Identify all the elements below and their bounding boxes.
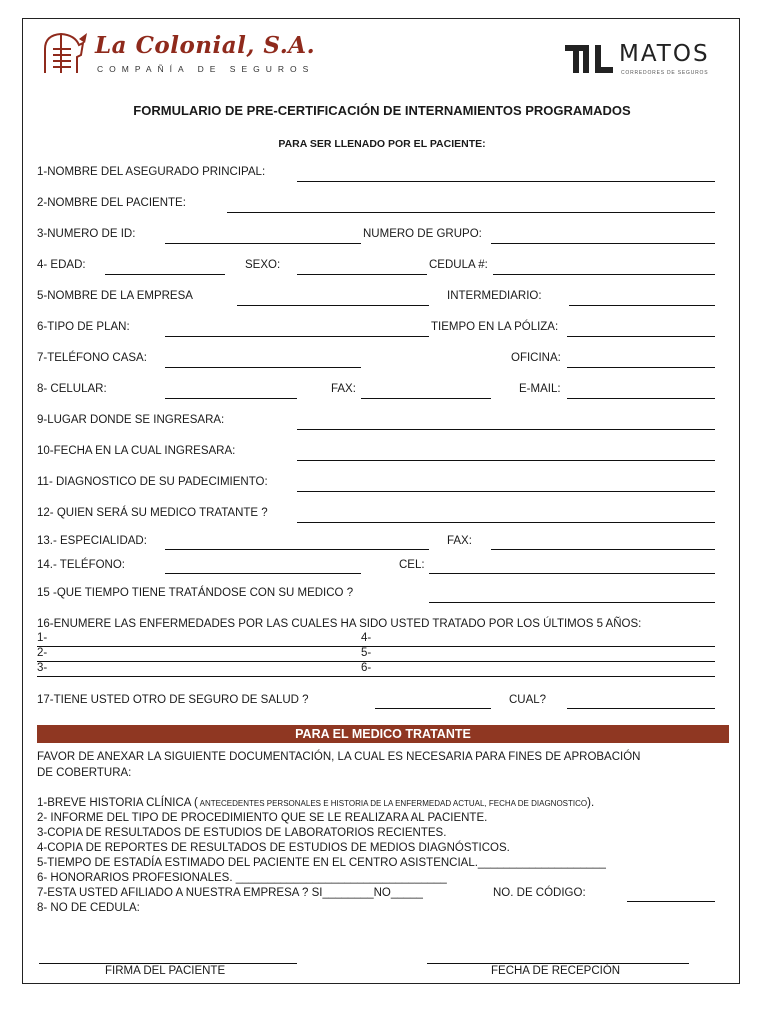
field-label: TIEMPO EN LA PÓLIZA: xyxy=(431,321,559,333)
doc-item-2: 2- INFORME DEL TIPO DE PROCEDIMIENTO QUE SE LE REALIZARA AL PACIENTE. xyxy=(37,812,488,824)
field-label: 5-NOMBRE DE LA EMPRESA xyxy=(37,290,193,302)
field-label: 16-ENUMERE LAS ENFERMEDADES POR LAS CUALES HA SIDO USTED TRATADO POR LOS ÚLTIMOS 5 AÑOS: xyxy=(37,618,642,630)
field-label: 14.- TELÉFONO: xyxy=(37,559,125,571)
doc-item-6: 6- HONORARIOS PROFESIONALES. _________________________________ xyxy=(37,872,447,884)
other-insurance-line[interactable] xyxy=(375,708,491,709)
field-label: 8- CELULAR: xyxy=(37,383,107,395)
cellphone-line[interactable] xyxy=(165,398,297,399)
diagnosis-line[interactable] xyxy=(297,491,715,492)
email-line[interactable] xyxy=(567,398,715,399)
field-label: NUMERO DE GRUPO: xyxy=(363,228,482,240)
field-label: 1-NOMBRE DEL ASEGURADO PRINCIPAL: xyxy=(37,166,266,178)
field-label: E-MAIL: xyxy=(519,383,561,395)
field-label: CEL: xyxy=(399,559,425,571)
doctor-fax-line[interactable] xyxy=(491,549,715,550)
field-label: 3-NUMERO DE ID: xyxy=(37,228,136,240)
doc-item-1-text: 1-BREVE HISTORIA CLÍNICA ( xyxy=(37,797,198,809)
company-name-line[interactable] xyxy=(237,305,429,306)
disease-item-label: 1- xyxy=(37,632,48,644)
treating-doctor-line[interactable] xyxy=(297,522,715,523)
doc-item-7-code-label: NO. DE CÓDIGO: xyxy=(493,887,586,899)
disease-line-2[interactable] xyxy=(37,661,715,662)
doc-item-7: 7-ESTA USTED AFILIADO A NUESTRA EMPRESA ? SI________NO_____ xyxy=(37,887,423,899)
field-label: FAX: xyxy=(447,535,472,547)
doc-item-3: 3-COPIA DE RESULTADOS DE ESTUDIOS DE LABORATORIOS RECIENTES. xyxy=(37,827,447,839)
age-line[interactable] xyxy=(105,274,225,275)
field-label: CUAL? xyxy=(509,694,547,706)
matos-subtitle: CORREDORES DE SEGUROS xyxy=(621,70,709,76)
doc-item-1-detail: ANTECEDENTES PERSONALES E HISTORIA DE LA ENFERMEDAD ACTUAL, FECHA DE DIAGNOSTICO xyxy=(197,799,588,808)
doctor-intro-text: FAVOR DE ANEXAR LA SIGUIENTE DOCUMENTACIÓN, LA CUAL ES NECESARIA PARA FINES DE APROBACIÓN xyxy=(37,751,641,763)
reception-date-label: FECHA DE RECEPCIÓN xyxy=(491,965,621,977)
code-number-line[interactable] xyxy=(627,901,715,902)
field-label: 13.- ESPECIALIDAD: xyxy=(37,535,147,547)
field-label: 4- EDAD: xyxy=(37,259,86,271)
disease-item-label: 5- xyxy=(361,647,372,659)
disease-item-label: 4- xyxy=(361,632,372,644)
field-label: 6-TIPO DE PLAN: xyxy=(37,321,130,333)
admission-date-line[interactable] xyxy=(297,460,715,461)
disease-line-1[interactable] xyxy=(37,646,715,647)
form-title: FORMULARIO DE PRE-CERTIFICACIÓN DE INTERNAMIENTOS PROGRAMADOS xyxy=(133,103,631,118)
matos-wordmark: MATOS xyxy=(619,41,710,67)
doctor-phone-line[interactable] xyxy=(165,573,361,574)
group-number-line[interactable] xyxy=(491,243,715,244)
sex-line[interactable] xyxy=(297,274,427,275)
field-label: 7-TELÉFONO CASA: xyxy=(37,352,147,364)
disease-item-label: 3- xyxy=(37,662,48,674)
treatment-time-line[interactable] xyxy=(429,602,715,603)
field-label: CEDULA #: xyxy=(429,259,488,271)
patient-section-heading: PARA SER LLENADO POR EL PACIENTE: xyxy=(278,138,486,150)
id-number-line[interactable] xyxy=(165,243,361,244)
intermediary-line[interactable] xyxy=(569,305,715,306)
field-label: INTERMEDIARIO: xyxy=(447,290,542,302)
field-label: 9-LUGAR DONDE SE INGRESARA: xyxy=(37,414,225,426)
disease-line-3[interactable] xyxy=(37,676,715,677)
home-phone-line[interactable] xyxy=(165,367,361,368)
knight-emblem-icon xyxy=(39,29,91,77)
patient-signature-line[interactable] xyxy=(39,963,297,964)
field-label: 12- QUIEN SERÁ SU MEDICO TRATANTE ? xyxy=(37,507,268,519)
other-insurance-name-line[interactable] xyxy=(567,708,715,709)
patient-name-line[interactable] xyxy=(227,212,715,213)
admission-place-line[interactable] xyxy=(297,429,715,430)
form-page xyxy=(22,18,740,984)
insured-name-line[interactable] xyxy=(297,181,715,182)
doc-item-1 xyxy=(37,797,594,809)
doc-item-8: 8- NO DE CEDULA: xyxy=(37,902,140,914)
cedula-line[interactable] xyxy=(493,274,715,275)
patient-signature-label: FIRMA DEL PACIENTE xyxy=(105,965,226,977)
doctor-cell-line[interactable] xyxy=(429,573,715,574)
fax-line[interactable] xyxy=(361,398,491,399)
policy-time-line[interactable] xyxy=(567,336,715,337)
field-label: 2-NOMBRE DEL PACIENTE: xyxy=(37,197,186,209)
doc-item-1-end: ). xyxy=(587,797,595,809)
doctor-section-banner: PARA EL MEDICO TRATANTE xyxy=(37,725,729,743)
doctor-intro-text: DE COBERTURA: xyxy=(37,767,132,779)
office-phone-line[interactable] xyxy=(567,367,715,368)
reception-date-line[interactable] xyxy=(427,963,689,964)
doc-item-5: 5-TIEMPO DE ESTADÍA ESTIMADO DEL PACIENTE EN EL CENTRO ASISTENCIAL.____________________ xyxy=(37,857,606,869)
field-label: SEXO: xyxy=(245,259,281,271)
field-label: 17-TIENE USTED OTRO DE SEGURO DE SALUD ? xyxy=(37,694,309,706)
disease-item-label: 6- xyxy=(361,662,372,674)
field-label: OFICINA: xyxy=(511,352,561,364)
field-label: 10-FECHA EN LA CUAL INGRESARA: xyxy=(37,445,236,457)
la-colonial-subtitle: COMPAÑÍA DE SEGUROS xyxy=(97,64,315,74)
specialty-line[interactable] xyxy=(165,549,429,550)
field-label: FAX: xyxy=(331,383,356,395)
doc-item-4: 4-COPIA DE REPORTES DE RESULTADOS DE ESTUDIOS DE MEDIOS DIAGNÓSTICOS. xyxy=(37,842,510,854)
matos-logo-icon xyxy=(565,45,615,78)
la-colonial-wordmark: La Colonial, S.A. xyxy=(95,32,316,59)
la-colonial-logo xyxy=(39,29,91,82)
plan-type-line[interactable] xyxy=(165,336,429,337)
field-label: 11- DIAGNOSTICO DE SU PADECIMIENTO: xyxy=(37,476,268,488)
field-label: 15 -QUE TIEMPO TIENE TRATÁNDOSE CON SU MEDICO ? xyxy=(37,587,354,599)
disease-item-label: 2- xyxy=(37,647,48,659)
